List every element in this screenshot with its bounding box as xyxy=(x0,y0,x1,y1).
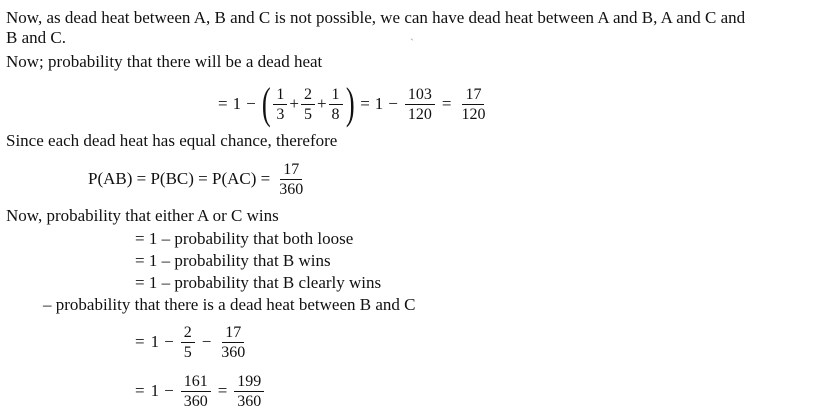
step-2: = 1 – probability that B wins xyxy=(135,251,331,270)
left-paren: ( xyxy=(261,79,271,128)
pair-probabilities-lhs: P(AB) = P(BC) = P(AC) = xyxy=(88,169,271,188)
fraction-1-8 xyxy=(329,86,343,123)
fraction-199-360 xyxy=(234,373,264,410)
equals-sign: = xyxy=(135,332,145,351)
dead-heat-bc-line: – probability that there is a dead heat between B and C xyxy=(43,295,416,314)
minus-sign: − xyxy=(246,94,256,113)
subtraction-equation xyxy=(135,320,250,364)
fraction-17-360 xyxy=(276,161,306,198)
numerator: 199 xyxy=(234,373,264,392)
fraction-2-5 xyxy=(181,324,195,361)
plus-sign: + xyxy=(316,94,327,113)
numerator: 2 xyxy=(301,86,315,105)
dead-heat-pairs-equation xyxy=(88,156,308,202)
one: 1 xyxy=(374,94,384,113)
intro-line-2: B and C. xyxy=(6,28,66,47)
right-paren: ) xyxy=(345,79,355,128)
denominator: 120 xyxy=(407,105,432,123)
numerator: 2 xyxy=(181,324,195,343)
fraction-17-360 xyxy=(218,324,248,361)
one: 1 xyxy=(232,94,242,113)
minus-sign: − xyxy=(164,381,174,400)
equal-chance-line: Since each dead heat has equal chance, therefore xyxy=(6,131,338,150)
numerator: 161 xyxy=(181,373,211,392)
denominator: 3 xyxy=(276,105,285,123)
numerator: 1 xyxy=(273,86,287,105)
dead-heat-probability-equation xyxy=(213,79,490,129)
denominator: 5 xyxy=(183,343,192,361)
numerator: 103 xyxy=(405,86,435,105)
numerator: 17 xyxy=(280,161,302,180)
denominator: 360 xyxy=(279,180,304,198)
minus-sign: − xyxy=(164,332,174,351)
intro-line-1: Now, as dead heat between A, B and C is not possible, we can have dead heat between A and B, A and C and xyxy=(6,8,746,27)
one: 1 xyxy=(150,381,160,400)
denominator: 5 xyxy=(303,105,312,123)
denominator: 360 xyxy=(183,392,208,410)
equals-sign: = xyxy=(360,94,370,113)
final-result-equation xyxy=(135,369,266,413)
fraction-161-360 xyxy=(181,373,211,410)
prob-dead-heat-label: Now; probability that there will be a dead heat xyxy=(6,52,323,71)
scan-speck: ` xyxy=(410,36,414,50)
fraction-2-5 xyxy=(301,86,315,123)
numerator: 1 xyxy=(329,86,343,105)
step-3: = 1 – probability that B clearly wins xyxy=(135,273,382,292)
equals-sign: = xyxy=(218,94,228,113)
fraction-17-120 xyxy=(458,86,488,123)
either-a-or-c-line: Now, probability that either A or C wins xyxy=(6,206,279,225)
denominator: 360 xyxy=(237,392,262,410)
equals-sign: = xyxy=(135,381,145,400)
denominator: 120 xyxy=(461,105,486,123)
denominator: 8 xyxy=(331,105,340,123)
fraction-103-120 xyxy=(405,86,435,123)
fraction-1-3 xyxy=(273,86,287,123)
minus-sign: − xyxy=(388,94,398,113)
numerator: 17 xyxy=(462,86,484,105)
equals-sign: = xyxy=(441,94,452,113)
numerator: 17 xyxy=(222,324,244,343)
plus-sign: + xyxy=(289,94,299,113)
step-1: = 1 – probability that both loose xyxy=(135,229,354,248)
equals-sign: = xyxy=(217,381,228,400)
minus-sign: − xyxy=(201,332,212,351)
one: 1 xyxy=(150,332,160,351)
denominator: 360 xyxy=(221,343,246,361)
